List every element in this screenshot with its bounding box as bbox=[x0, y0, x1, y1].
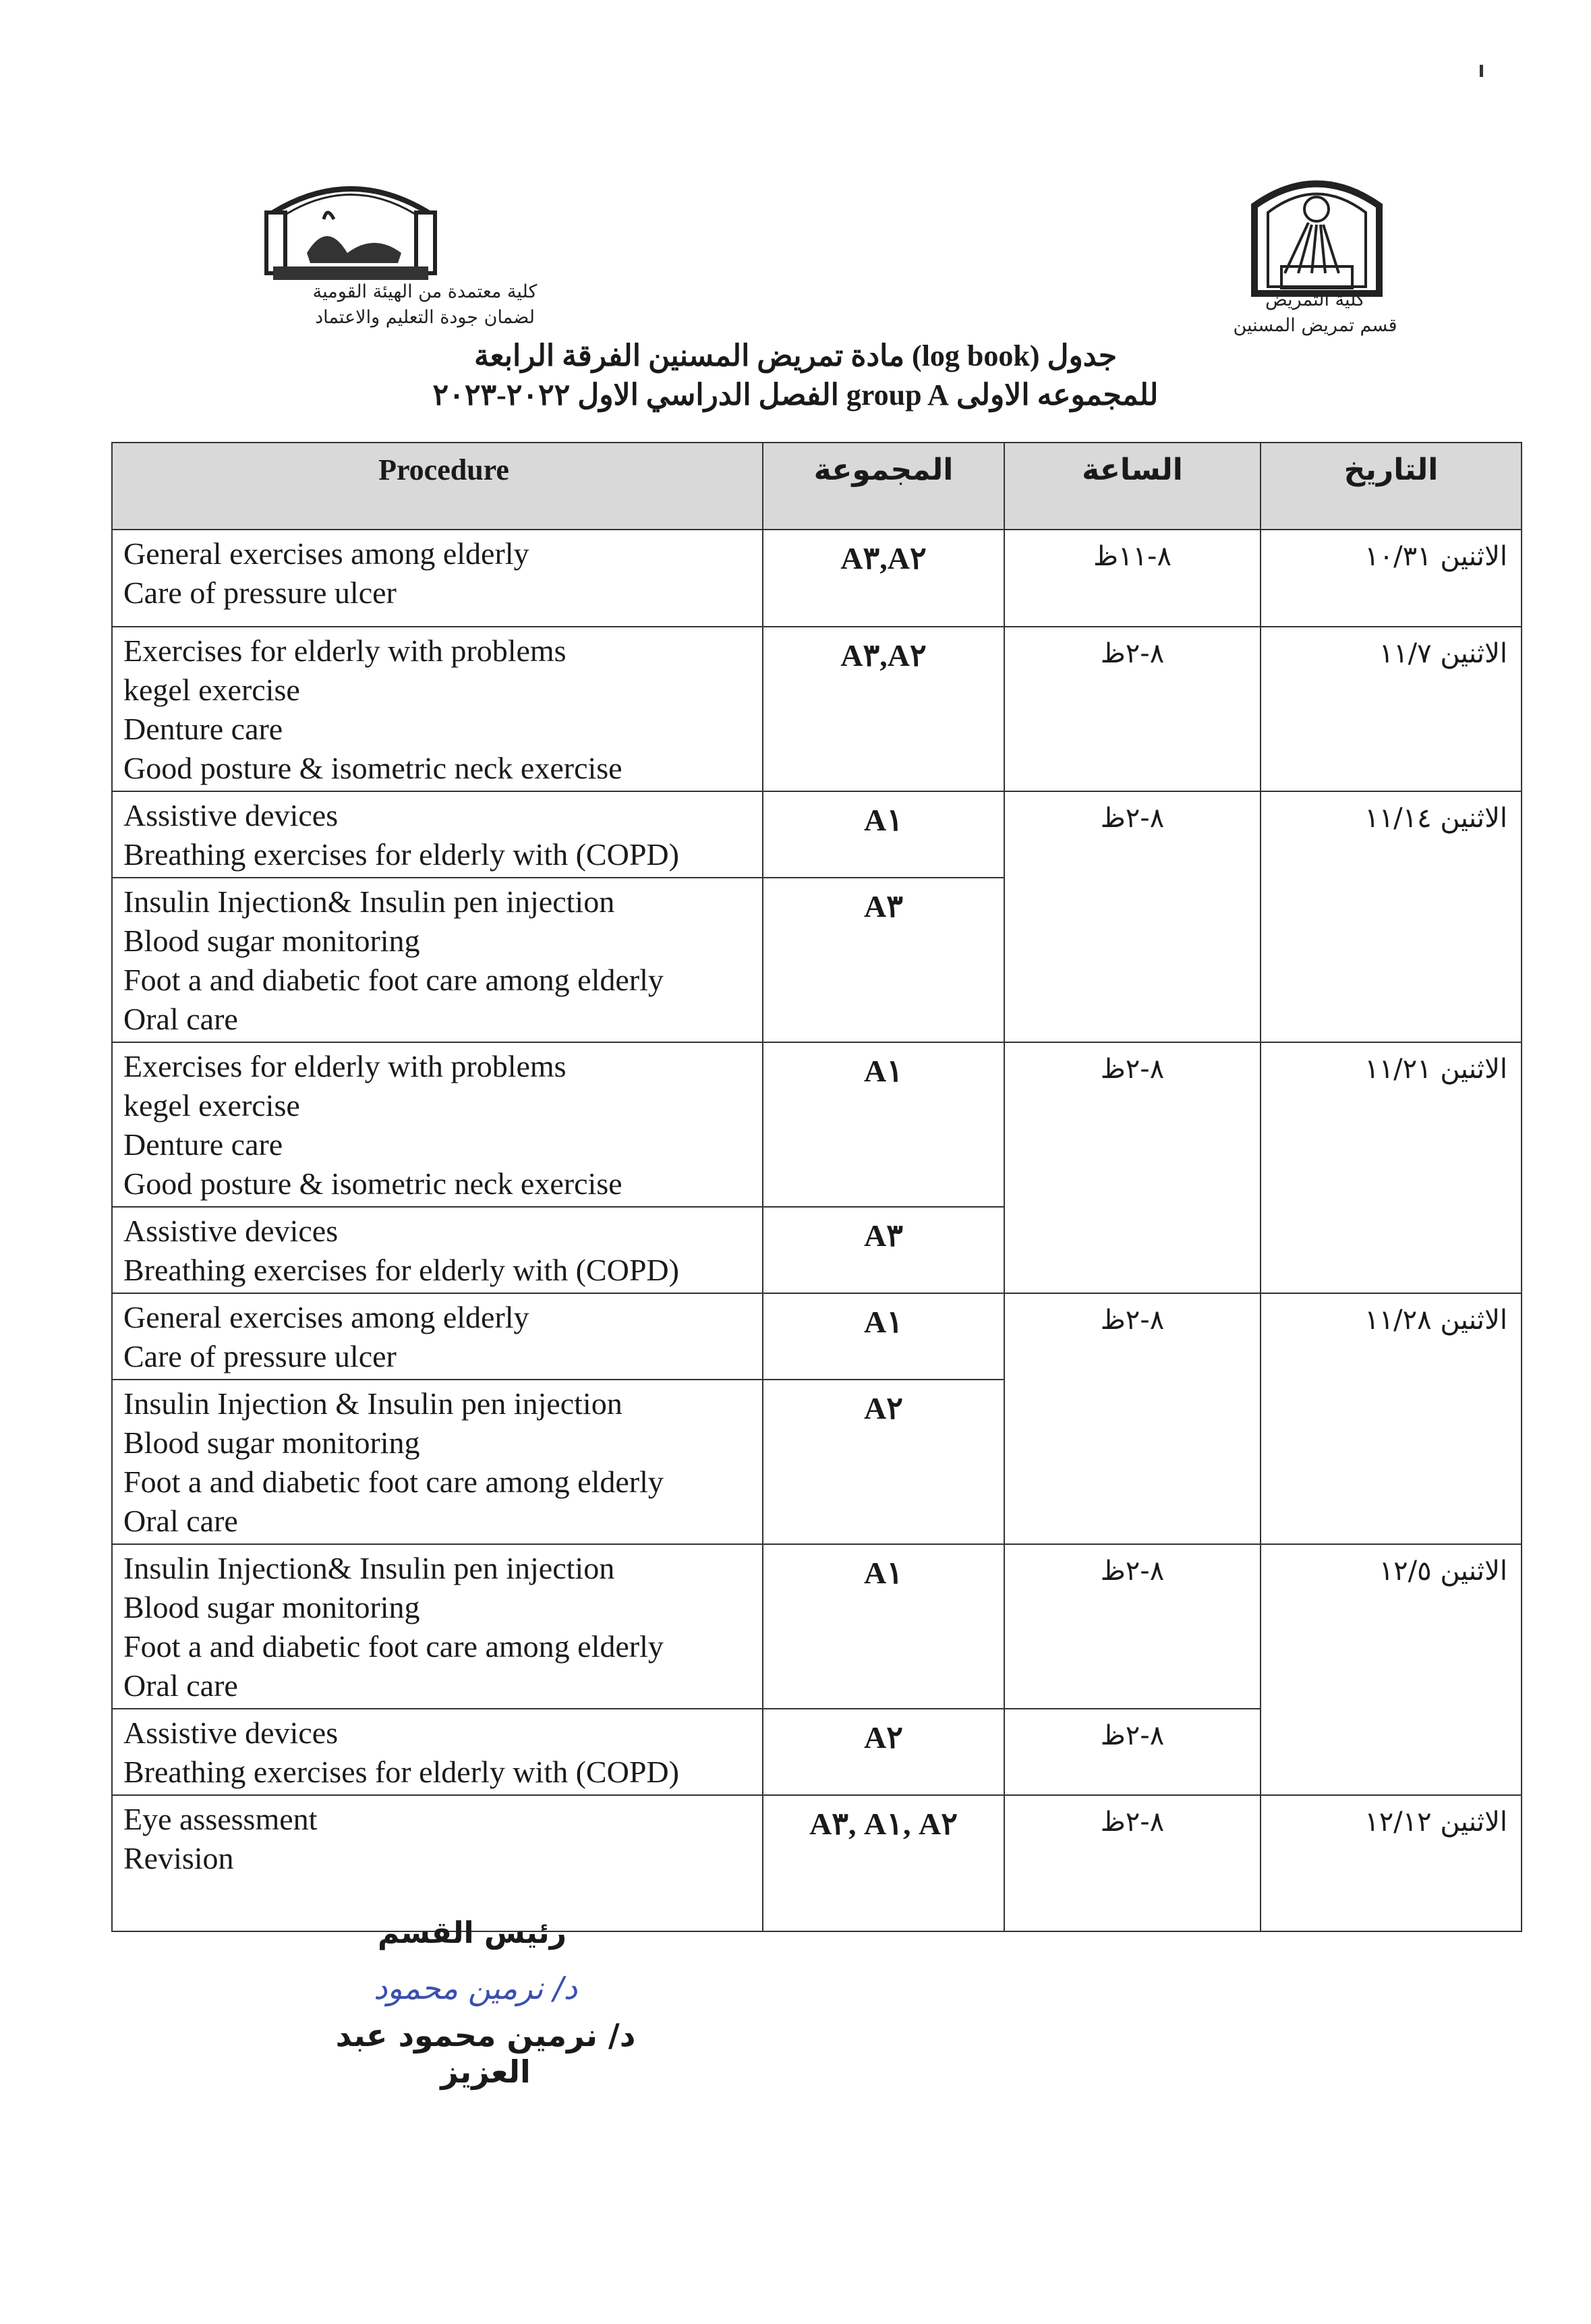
procedure-line: kegel exercise bbox=[123, 673, 300, 707]
group-cell: A٢ bbox=[763, 1380, 1004, 1544]
date-cell: الاثنين ١١/٢١ bbox=[1261, 1042, 1522, 1293]
date-cell: الاثنين ١١/١٤ bbox=[1261, 791, 1522, 1042]
procedure-line: Good posture & isometric neck exercise bbox=[123, 1166, 623, 1201]
group-cell: A٣, A١, A٢ bbox=[763, 1795, 1004, 1931]
procedure-cell bbox=[112, 1207, 763, 1293]
procedure-line: Eye assessment bbox=[123, 1802, 318, 1836]
right-logo-caption bbox=[1201, 287, 1430, 339]
procedure-line: General exercises among elderly bbox=[123, 1300, 529, 1334]
procedure-line: Care of pressure ulcer bbox=[123, 575, 397, 610]
group-cell: A٣,A٢ bbox=[763, 627, 1004, 791]
procedure-line: Insulin Injection & Insulin pen injection bbox=[123, 1386, 623, 1421]
procedure-cell bbox=[112, 1795, 763, 1931]
table-row bbox=[112, 530, 1522, 627]
procedure-line: Revision bbox=[123, 1841, 234, 1875]
table-row bbox=[112, 1795, 1522, 1931]
procedure-line: Oral care bbox=[123, 1002, 238, 1036]
procedure-line: Exercises for elderly with problems bbox=[123, 1049, 567, 1083]
signature-role: رئيس القسم bbox=[378, 1916, 567, 1950]
time-cell: ٨-٢ظ bbox=[1004, 1042, 1261, 1293]
right-logo-line-1: كلية التمريض bbox=[1265, 289, 1365, 310]
procedure-line: Oral care bbox=[123, 1668, 238, 1703]
procedure-line: Denture care bbox=[123, 1127, 283, 1162]
date-header: التاريخ bbox=[1261, 443, 1522, 530]
time-cell: ٨-٢ظ bbox=[1004, 1795, 1261, 1931]
procedure-line: Oral care bbox=[123, 1504, 238, 1538]
time-cell: ٨-٢ظ bbox=[1004, 1544, 1261, 1709]
table-row bbox=[112, 627, 1522, 791]
procedure-cell bbox=[112, 1293, 763, 1380]
group-cell: A٣,A٢ bbox=[763, 530, 1004, 627]
group-cell: A١ bbox=[763, 1042, 1004, 1207]
procedure-line: kegel exercise bbox=[123, 1088, 300, 1123]
time-cell: ٨-٢ظ bbox=[1004, 1293, 1261, 1544]
signatory-name: د/ نرمين محمود عبد العزيز bbox=[335, 2017, 636, 2090]
procedure-cell bbox=[112, 1380, 763, 1544]
procedure-line: Breathing exercises for elderly with (COPD) bbox=[123, 1253, 679, 1287]
time-cell: ٨-٢ظ bbox=[1004, 627, 1261, 791]
procedure-line: Exercises for elderly with problems bbox=[123, 633, 567, 668]
table-row bbox=[112, 1293, 1522, 1380]
group-cell: A١ bbox=[763, 1544, 1004, 1709]
procedure-cell bbox=[112, 530, 763, 627]
schedule-title-line-2: للمجموعه الاولى group A الفصل الدراسي الاول ٢٠٢٢-٢٠٢٣ bbox=[432, 378, 1159, 412]
table-header-row bbox=[112, 443, 1522, 530]
left-logo-line-2: لضمان جودة التعليم والاعتماد bbox=[315, 307, 535, 328]
scan-mark bbox=[1480, 65, 1483, 77]
group-cell: A٢ bbox=[763, 1709, 1004, 1795]
date-cell: الاثنين ١١/٢٨ bbox=[1261, 1293, 1522, 1544]
group-cell: A١ bbox=[763, 791, 1004, 878]
table-row bbox=[112, 791, 1522, 878]
procedure-line: Foot a and diabetic foot care among elderly bbox=[123, 1629, 664, 1664]
procedure-cell bbox=[112, 1544, 763, 1709]
right-logo-line-2: قسم تمريض المسنين bbox=[1233, 315, 1397, 336]
date-cell: الاثنين ١٠/٣١ bbox=[1261, 530, 1522, 627]
time-cell: ٨-٢ظ bbox=[1004, 1709, 1261, 1795]
university-logo bbox=[1248, 172, 1386, 297]
procedure-line: Care of pressure ulcer bbox=[123, 1339, 397, 1373]
procedure-line: Blood sugar monitoring bbox=[123, 924, 420, 958]
group-cell: A٣ bbox=[763, 1207, 1004, 1293]
procedure-cell bbox=[112, 627, 763, 791]
procedure-line: Breathing exercises for elderly with (COPD) bbox=[123, 1755, 679, 1789]
procedure-line: General exercises among elderly bbox=[123, 536, 529, 571]
procedure-line: Assistive devices bbox=[123, 1214, 339, 1248]
time-cell: ٨-٢ظ bbox=[1004, 791, 1261, 1042]
table-row bbox=[112, 1544, 1522, 1709]
date-cell: الاثنين ١٢/١٢ bbox=[1261, 1795, 1522, 1931]
date-cell: الاثنين ١١/٧ bbox=[1261, 627, 1522, 791]
procedure-line: Assistive devices bbox=[123, 1716, 339, 1750]
time-header: الساعة bbox=[1004, 443, 1261, 530]
left-logo-caption bbox=[290, 279, 560, 331]
schedule-title-line-1: جدول (log book) مادة تمريض المسنين الفرقة الرابعة bbox=[473, 339, 1118, 372]
procedure-cell bbox=[112, 791, 763, 878]
handwritten-signature: د/ نرمين محمود bbox=[373, 1970, 578, 2006]
procedure-line: Insulin Injection& Insulin pen injection bbox=[123, 884, 615, 919]
group-header: المجموعة bbox=[763, 443, 1004, 530]
time-cell: ٨-١١ظ bbox=[1004, 530, 1261, 627]
faculty-accreditation-logo bbox=[260, 172, 442, 283]
procedure-line: Good posture & isometric neck exercise bbox=[123, 751, 623, 785]
procedure-line: Denture care bbox=[123, 712, 283, 746]
table-row bbox=[112, 1042, 1522, 1207]
procedure-header: Procedure bbox=[112, 443, 763, 530]
procedure-line: Breathing exercises for elderly with (COPD) bbox=[123, 837, 679, 872]
procedure-line: Blood sugar monitoring bbox=[123, 1590, 420, 1624]
procedure-line: Insulin Injection& Insulin pen injection bbox=[123, 1551, 615, 1585]
procedure-cell bbox=[112, 878, 763, 1042]
procedure-line: Assistive devices bbox=[123, 798, 339, 832]
procedure-cell bbox=[112, 1709, 763, 1795]
procedure-line: Foot a and diabetic foot care among elderly bbox=[123, 1465, 664, 1499]
schedule-table bbox=[111, 442, 1522, 1932]
date-cell: الاثنين ١٢/٥ bbox=[1261, 1544, 1522, 1795]
procedure-line: Foot a and diabetic foot care among elderly bbox=[123, 963, 664, 997]
group-cell: A١ bbox=[763, 1293, 1004, 1380]
left-logo-line-1: كلية معتمدة من الهيئة القومية bbox=[312, 281, 538, 302]
procedure-cell bbox=[112, 1042, 763, 1207]
group-cell: A٣ bbox=[763, 878, 1004, 1042]
procedure-line: Blood sugar monitoring bbox=[123, 1425, 420, 1460]
